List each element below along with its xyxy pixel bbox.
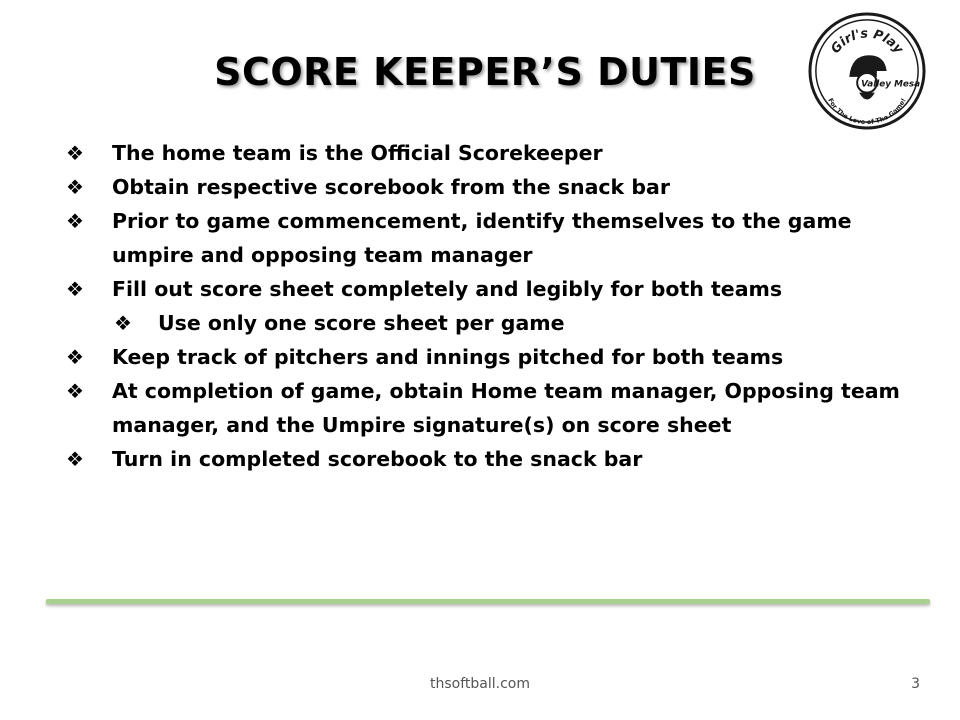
bullet-item [62,272,902,306]
bullet-item [62,170,902,204]
bullet-item [62,374,902,442]
bullet-list [62,136,902,476]
diamond-bullet-icon: ❖ [66,209,84,233]
logo-bottom-text: For The Love of The Game! [826,96,908,127]
logo-middle-text: Valley Mesa [861,79,921,90]
bullet-text: Fill out score sheet completely and legibly for both teams [112,277,783,301]
bullet-text: The home team is the Official Scorekeeper [112,141,603,165]
slide-title: SCORE KEEPER’S DUTIES [214,50,756,94]
diamond-bullet-icon: ❖ [66,175,84,199]
bullet-text: Keep track of pitchers and innings pitched for both teams [112,345,784,369]
bullet-item [62,204,902,272]
sub-bullet-item [62,306,902,340]
footer-source: thsoftball.com [430,676,530,692]
bullet-text: At completion of game, obtain Home team manager, Opposing team manager, and the Umpire signature(s) on score sheet [112,379,900,437]
bullet-item [62,340,902,374]
page-number: 3 [911,676,920,692]
diamond-bullet-icon: ❖ [66,345,84,369]
logo-top-text: Girl's Play [828,26,906,57]
diamond-bullet-icon: ❖ [66,447,84,471]
bullet-item [62,442,902,476]
bullet-text: Turn in completed scorebook to the snack bar [112,447,643,471]
diamond-bullet-icon: ❖ [66,141,84,165]
bullet-text: Prior to game commencement, identify themselves to the game umpire and opposing team manager [112,209,852,267]
bullet-text: Use only one score sheet per game [158,311,565,335]
bullet-text: Obtain respective scorebook from the snack bar [112,175,670,199]
girls-play-logo [808,12,926,130]
diamond-bullet-icon: ❖ [66,379,84,403]
bullet-item [62,136,902,170]
divider-line [46,599,930,604]
diamond-bullet-icon: ❖ [66,277,84,301]
diamond-bullet-icon: ❖ [114,311,132,335]
